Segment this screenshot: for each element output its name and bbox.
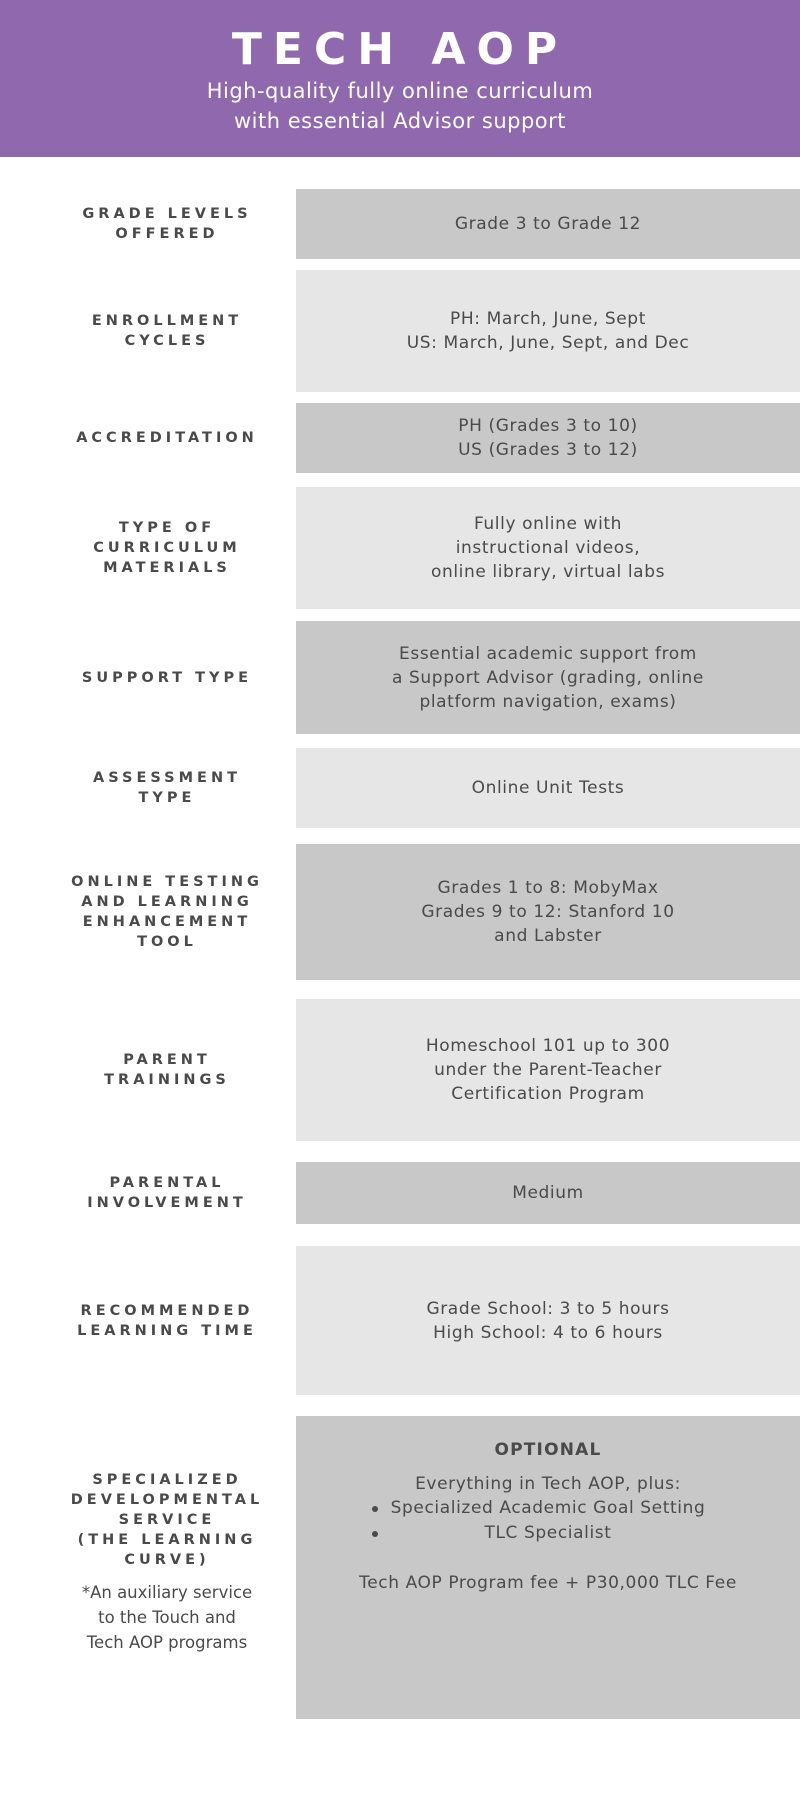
value-line: a Support Advisor (grading, online	[392, 667, 704, 688]
row-support-type	[0, 621, 800, 734]
row-value	[296, 1416, 800, 1719]
list-item	[296, 1521, 800, 1546]
row-value	[296, 621, 800, 734]
subtitle-line: with essential Advisor support	[233, 109, 567, 133]
value-line: US (Grades 3 to 12)	[458, 440, 638, 460]
list-item-text: Specialized Academic Goal Setting	[390, 1498, 706, 1518]
label-line: LEARNING TIME	[77, 1322, 257, 1339]
value-line: Certification Program	[451, 1084, 645, 1104]
row-label	[50, 844, 284, 980]
value-line: US: March, June, Sept, and Dec	[406, 333, 690, 353]
label-line: CURRICULUM	[93, 540, 241, 556]
label-line: CYCLES	[124, 333, 210, 349]
label-line: SERVICE	[118, 1512, 216, 1528]
bullet-icon	[372, 1531, 378, 1537]
list-item-text: TLC Specialist	[484, 1523, 612, 1543]
label-line: SPECIALIZED	[92, 1472, 242, 1488]
label-line: ONLINE TESTING	[71, 874, 263, 890]
value-line: Medium	[512, 1183, 584, 1203]
label-line: ASSESSMENT	[93, 770, 241, 786]
page-header	[0, 0, 800, 157]
row-value	[296, 189, 800, 259]
value-line: under the Parent-Teacher	[434, 1060, 662, 1080]
label-line: (THE LEARNING	[77, 1532, 257, 1548]
label-line: TRAININGS	[104, 1072, 230, 1088]
value-line: and Labster	[494, 926, 602, 946]
bullet-icon	[372, 1506, 378, 1512]
optional-title: OPTIONAL	[494, 1440, 602, 1460]
row-label	[50, 621, 284, 734]
row-label	[50, 999, 284, 1141]
page-subtitle	[0, 76, 800, 136]
label-line: DEVELOPMENTAL	[70, 1492, 264, 1508]
label-line: AND LEARNING	[81, 894, 253, 910]
value-line: platform navigation, exams)	[419, 691, 677, 712]
row-label	[50, 1416, 284, 1709]
page-title: TECH AOP	[231, 24, 569, 75]
value-line: online library, virtual labs	[430, 562, 666, 582]
row-label	[50, 189, 284, 259]
optional-intro: Everything in Tech AOP, plus:	[415, 1474, 681, 1494]
row-label	[50, 1162, 284, 1224]
value-line: High School: 4 to 6 hours	[433, 1322, 663, 1343]
label-line: GRADE LEVELS	[82, 206, 252, 222]
row-value	[296, 403, 800, 473]
label-line: SUPPORT TYPE	[81, 669, 253, 686]
label-line: ENHANCEMENT	[82, 914, 252, 930]
row-learning-time	[0, 1246, 800, 1395]
label-line: TYPE OF	[118, 520, 216, 536]
value-line: Essential academic support from	[399, 643, 697, 664]
row-value	[296, 748, 800, 828]
row-curriculum-materials	[0, 487, 800, 609]
auxiliary-note	[82, 1580, 252, 1655]
value-line: Grade School: 3 to 5 hours	[426, 1298, 670, 1319]
row-specialized-service	[0, 1416, 800, 1719]
label-line: TOOL	[137, 934, 197, 950]
optional-list	[296, 1496, 800, 1546]
label-line: RECOMMENDED	[80, 1302, 254, 1319]
label-line: CURVE)	[124, 1552, 210, 1568]
row-label	[50, 403, 284, 473]
row-assessment-type	[0, 748, 800, 828]
row-parental-involvement	[0, 1162, 800, 1224]
list-item	[296, 1496, 800, 1521]
value-line: PH: March, June, Sept	[450, 309, 646, 329]
row-value	[296, 999, 800, 1141]
row-grade-levels	[0, 189, 800, 259]
row-value	[296, 487, 800, 609]
value-line: Homeschool 101 up to 300	[425, 1036, 671, 1056]
program-fee: Tech AOP Program fee + P30,000 TLC Fee	[359, 1573, 737, 1593]
row-label	[50, 487, 284, 609]
value-line: Fully online with	[473, 514, 623, 534]
label-line: ENROLLMENT	[91, 313, 243, 329]
row-online-testing	[0, 844, 800, 980]
subtitle-line: High-quality fully online curriculum	[206, 79, 594, 103]
note-line: to the Touch and	[98, 1608, 236, 1627]
label-line: PARENTAL	[109, 1175, 225, 1191]
row-value	[296, 844, 800, 980]
note-line: Tech AOP programs	[86, 1633, 248, 1652]
row-label	[50, 270, 284, 392]
row-enrollment-cycles	[0, 270, 800, 392]
label-line: INVOLVEMENT	[87, 1195, 247, 1211]
row-value	[296, 1246, 800, 1395]
value-line: Grade 3 to Grade 12	[454, 214, 642, 234]
value-line: Online Unit Tests	[471, 778, 625, 798]
value-line: Grades 9 to 12: Stanford 10	[421, 902, 675, 922]
row-value	[296, 1162, 800, 1224]
label-line: OFFERED	[115, 226, 219, 242]
value-line: Grades 1 to 8: MobyMax	[437, 878, 659, 898]
label-line: ACCREDITATION	[76, 430, 258, 446]
label-line: PARENT	[123, 1052, 211, 1068]
row-value	[296, 270, 800, 392]
value-line: instructional videos,	[455, 538, 641, 558]
row-accreditation	[0, 403, 800, 473]
row-label	[50, 1246, 284, 1395]
row-label	[50, 748, 284, 828]
label-line: MATERIALS	[103, 560, 231, 576]
label-line: TYPE	[138, 790, 196, 806]
note-line: *An auxiliary service	[81, 1583, 253, 1602]
value-line: PH (Grades 3 to 10)	[458, 416, 638, 436]
row-parent-trainings	[0, 999, 800, 1141]
